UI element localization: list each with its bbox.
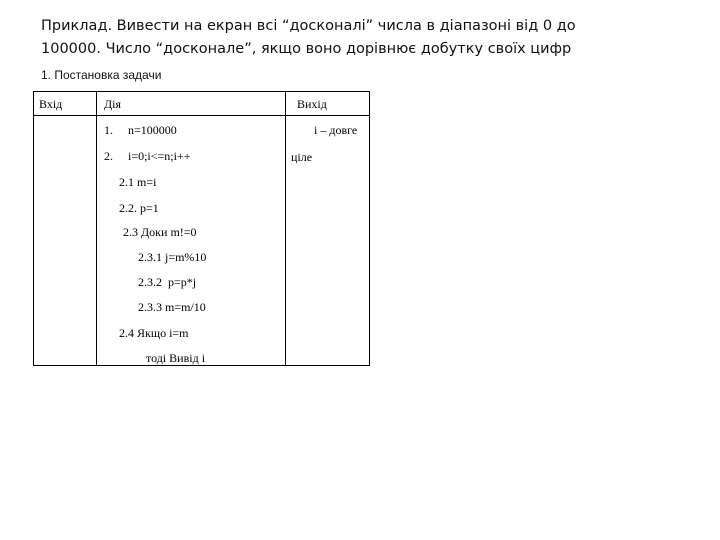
- step-2-3: 2.3 Доки m!=0: [123, 225, 197, 239]
- slide-heading: [41, 15, 681, 61]
- header-input: Вхід: [39, 97, 63, 111]
- step-2-4-then: тоді Вивід i: [146, 351, 206, 365]
- header-action: Дія: [104, 97, 122, 111]
- step-2-1: 2.1 m=i: [119, 175, 157, 189]
- step-2-3-2: 2.3.2 p=p*j: [138, 275, 197, 289]
- step-2: 2. i=0;i<=n;i++: [104, 149, 191, 163]
- step-1: 1. n=100000: [104, 123, 177, 137]
- step-2-3-1: 2.3.1 j=m%10: [138, 250, 207, 264]
- output-line-2: ціле: [291, 150, 313, 164]
- step-2-4: 2.4 Якщо i=m: [119, 326, 189, 340]
- step-2-3-3: 2.3.3 m=m/10: [138, 300, 206, 314]
- section-title: 1. Постановка задачи: [41, 68, 162, 82]
- header-divider: [33, 115, 370, 116]
- header-output: Вихід: [297, 97, 327, 111]
- output-line-1: i – довге: [314, 123, 358, 137]
- heading-line-1: Приклад. Вивести на екран всі “досконалі” числа в діапазоні від 0 до: [41, 18, 576, 34]
- step-2-2: 2.2. p=1: [119, 201, 159, 215]
- column-divider-input: [96, 91, 97, 366]
- heading-line-2: 100000. Число “досконале”, якщо воно дорівнює добутку своїх цифр: [41, 41, 572, 57]
- column-divider-output: [285, 91, 286, 366]
